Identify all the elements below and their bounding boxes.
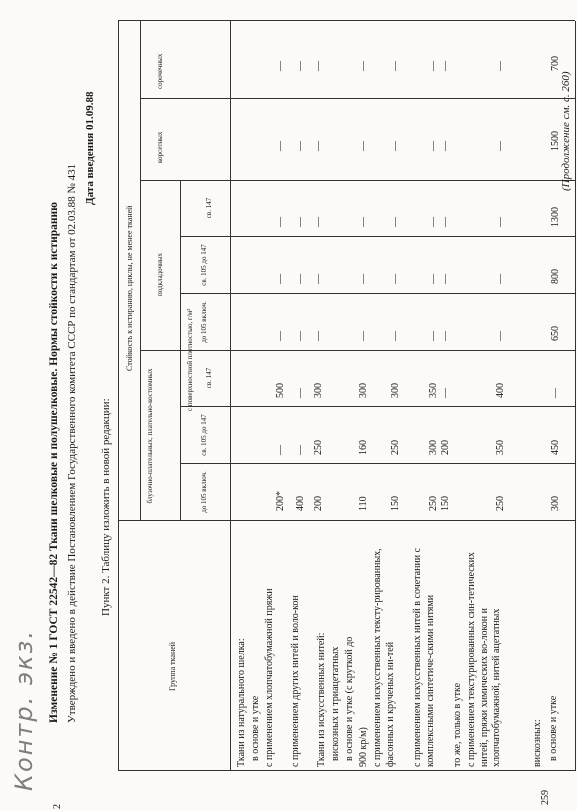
- value-cell: 250: [428, 496, 439, 511]
- blouse-header: блузочно-плательных, плательно-костюмных: [146, 368, 154, 504]
- value-cell: —: [313, 331, 324, 341]
- value-cell: —: [295, 274, 306, 284]
- row-label: вискозных и триацетатных: [330, 646, 341, 761]
- value-cell: 300: [313, 383, 324, 398]
- row-label: в основе и утке: [548, 695, 559, 761]
- value-cell: 450: [550, 440, 561, 455]
- value-cell: 200: [440, 440, 451, 455]
- value-cell: 400: [495, 383, 506, 398]
- value-cell: —: [295, 217, 306, 227]
- value-cell: —: [440, 331, 451, 341]
- value-cell: —: [295, 445, 306, 455]
- handwritten-note: Контр. экз.: [10, 629, 38, 791]
- density-col-4: до 105 включ.: [200, 301, 208, 343]
- value-cell: —: [295, 388, 306, 398]
- value-cell: —: [495, 141, 506, 151]
- value-cell: 150: [440, 496, 451, 511]
- value-cell: —: [275, 274, 286, 284]
- value-cell: —: [440, 274, 451, 284]
- row-label: в основе и утке: [250, 695, 261, 761]
- density-header: с поверхностной плотностью, г/м²: [186, 308, 194, 411]
- value-cell: 300: [358, 383, 369, 398]
- value-cell: 400: [295, 496, 306, 511]
- value-cell: 300: [428, 440, 439, 455]
- row-label: Ткани из натурального шелка:: [236, 638, 247, 767]
- value-cell: 300: [390, 383, 401, 398]
- resistance-header: Стойкость к истиранию, циклы, не менее тканей: [125, 205, 134, 371]
- value-cell: —: [275, 445, 286, 455]
- row-label: в основе и утке (с круткой до: [344, 636, 355, 761]
- value-cell: —: [358, 331, 369, 341]
- value-cell: 110: [358, 496, 369, 511]
- value-cell: —: [428, 61, 439, 71]
- value-cell: 1300: [550, 207, 561, 227]
- value-cell: —: [440, 388, 451, 398]
- value-cell: —: [295, 331, 306, 341]
- value-cell: 150: [390, 496, 401, 511]
- value-cell: —: [440, 141, 451, 151]
- value-cell: —: [275, 61, 286, 71]
- value-cell: —: [313, 61, 324, 71]
- row-label: с применением хлопчатобумажной пряжи: [264, 588, 275, 767]
- row-label: то же, только в утке: [452, 682, 463, 767]
- value-cell: 250: [313, 440, 324, 455]
- value-cell: 1500: [550, 131, 561, 151]
- density-col-2: св. 105 до 147: [200, 414, 208, 456]
- value-cell: —: [295, 61, 306, 71]
- density-col-1: до 105 включ.: [200, 471, 208, 513]
- value-cell: —: [428, 217, 439, 227]
- density-col-5: св. 105 до 147: [200, 244, 208, 286]
- value-cell: —: [428, 141, 439, 151]
- page-number: 259: [540, 790, 551, 805]
- value-cell: —: [390, 217, 401, 227]
- value-cell: 200*: [275, 491, 286, 511]
- row-label: Ткани из искусственных нитей:: [316, 632, 327, 767]
- instruction-text: Пункт 2. Таблицу изложить в новой редакции:: [100, 398, 112, 616]
- row-label: с применением искусственных тексту-рированных, фасонных и крученых ни-тей: [372, 548, 396, 767]
- value-cell: —: [313, 274, 324, 284]
- value-cell: —: [550, 388, 561, 398]
- row-label: с применением искусственных нитей в сочетании с комплексными синтетиче-скими нитями: [412, 547, 436, 767]
- value-cell: —: [275, 141, 286, 151]
- approval-line: Утверждено и введено в действие Постановлением Государственного комитета СССР по стандартам от 02.03.88 № 431: [66, 163, 78, 723]
- amendment-title: Изменение № 1 ГОСТ 22542—82 Ткани шелковые и полушелковые. Нормы стойкости к истиранию: [48, 202, 60, 723]
- value-cell: —: [428, 331, 439, 341]
- value-cell: 300: [550, 496, 561, 511]
- corset-header: корсетных: [156, 131, 164, 163]
- value-cell: —: [440, 217, 451, 227]
- density-col-3: св. 147: [205, 367, 213, 389]
- effective-date: Дата введения 01.09.88: [84, 91, 96, 205]
- value-cell: 700: [550, 56, 561, 71]
- value-cell: —: [313, 141, 324, 151]
- value-cell: —: [358, 61, 369, 71]
- row-label: с применением текстурированных син-тетических нитей, пряжи химических во-локон и хлопчатобумажной, нитей ацетатных: [466, 552, 502, 767]
- value-cell: —: [495, 217, 506, 227]
- value-cell: 200: [313, 496, 324, 511]
- value-cell: 250: [390, 440, 401, 455]
- side-mark: 2: [52, 804, 63, 809]
- awning-header: сорочечных: [156, 53, 164, 89]
- density-col-6: св. 147: [205, 197, 213, 219]
- value-cell: —: [358, 274, 369, 284]
- value-cell: —: [495, 61, 506, 71]
- value-cell: —: [313, 217, 324, 227]
- continuation-note: (Продолжение см. с. 260): [560, 71, 572, 191]
- value-cell: —: [390, 274, 401, 284]
- value-cell: —: [275, 217, 286, 227]
- value-cell: —: [428, 274, 439, 284]
- value-cell: —: [358, 217, 369, 227]
- value-cell: —: [358, 141, 369, 151]
- row-label: с применением других нитей и воло-кон: [290, 595, 301, 767]
- value-cell: —: [295, 141, 306, 151]
- value-cell: —: [495, 331, 506, 341]
- row-label: вискозных:: [532, 719, 543, 767]
- value-cell: 500: [275, 383, 286, 398]
- lining-header: подкладочных: [156, 253, 164, 296]
- row-label: 900 кр/м): [358, 727, 369, 767]
- value-cell: —: [390, 331, 401, 341]
- value-cell: —: [390, 141, 401, 151]
- value-cell: 250: [495, 496, 506, 511]
- value-cell: —: [495, 274, 506, 284]
- value-cell: —: [390, 61, 401, 71]
- value-cell: —: [275, 331, 286, 341]
- value-cell: —: [440, 61, 451, 71]
- value-cell: 350: [495, 440, 506, 455]
- value-cell: 650: [550, 326, 561, 341]
- value-cell: 160: [358, 440, 369, 455]
- value-cell: 350: [428, 383, 439, 398]
- group-header: Группа тканей: [168, 641, 177, 691]
- value-cell: 800: [550, 269, 561, 284]
